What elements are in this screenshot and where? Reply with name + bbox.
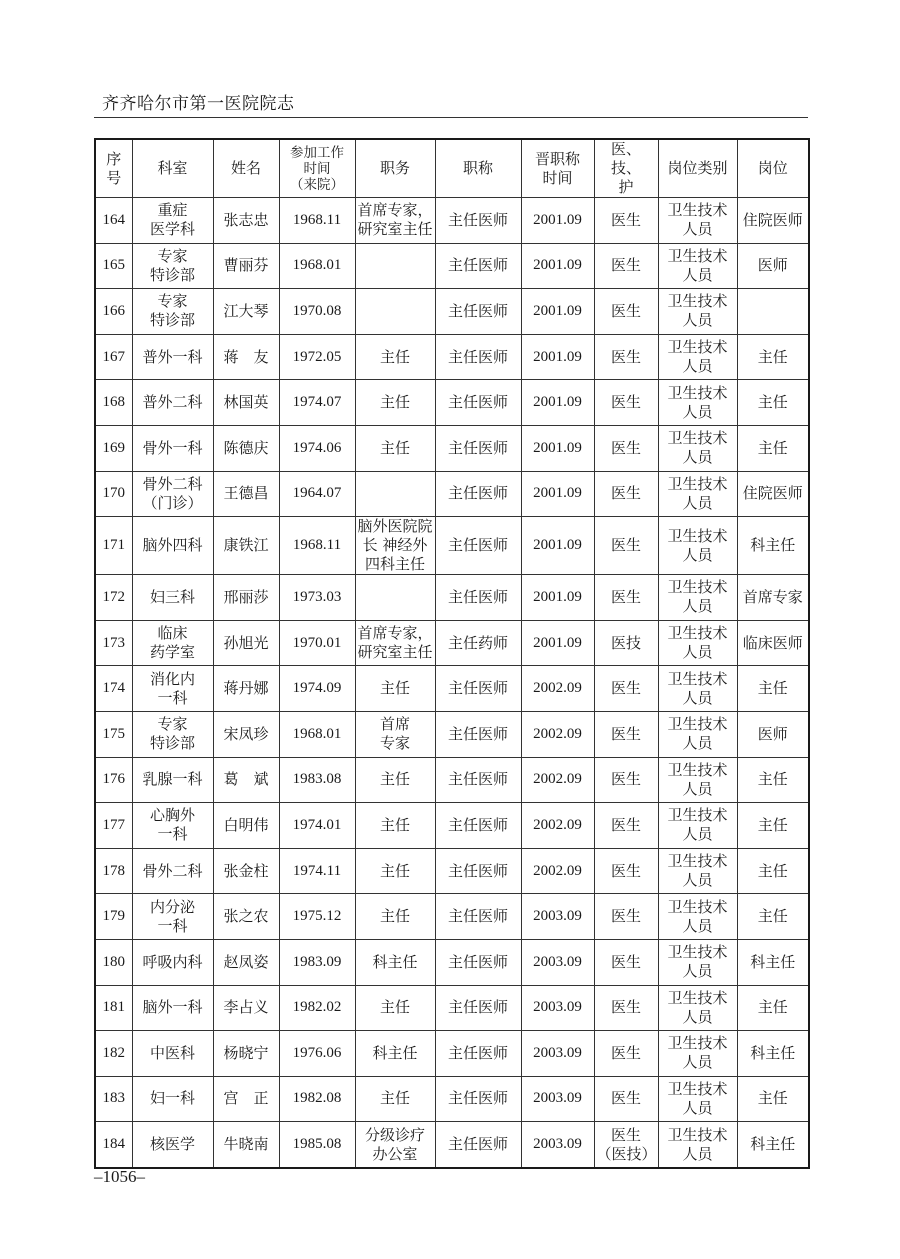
cell-title: 主任医师 (435, 1076, 521, 1122)
cell-dept: 普外一科 (132, 334, 213, 380)
cell-promo: 2001.09 (521, 471, 594, 517)
cell-no: 181 (95, 985, 132, 1031)
cell-promo: 2002.09 (521, 803, 594, 849)
cell-name: 康铁江 (213, 517, 279, 575)
cell-start: 1976.06 (279, 1031, 355, 1077)
cell-type: 医生 (594, 517, 658, 575)
cell-cat: 卫生技术 人员 (658, 198, 737, 244)
cell-duty (355, 289, 435, 335)
cell-start: 1972.05 (279, 334, 355, 380)
cell-duty: 首席专家， 研究室主任 (355, 620, 435, 666)
cell-start: 1974.07 (279, 380, 355, 426)
table-row (95, 803, 809, 849)
cell-name: 江大琴 (213, 289, 279, 335)
cell-cat: 卫生技术 人员 (658, 939, 737, 985)
cell-name: 孙旭光 (213, 620, 279, 666)
cell-title: 主任医师 (435, 985, 521, 1031)
cell-name: 宫 正 (213, 1076, 279, 1122)
cell-no: 176 (95, 757, 132, 803)
cell-cat: 卫生技术 人员 (658, 985, 737, 1031)
cell-name: 邢丽莎 (213, 575, 279, 621)
cell-no: 179 (95, 894, 132, 940)
cell-title: 主任医师 (435, 471, 521, 517)
cell-no: 164 (95, 198, 132, 244)
cell-title: 主任医师 (435, 198, 521, 244)
cell-type: 医生 (594, 1031, 658, 1077)
cell-cat: 卫生技术 人员 (658, 425, 737, 471)
cell-cat: 卫生技术 人员 (658, 848, 737, 894)
cell-duty: 主任 (355, 985, 435, 1031)
cell-name: 林国英 (213, 380, 279, 426)
cell-no: 166 (95, 289, 132, 335)
cell-title: 主任医师 (435, 848, 521, 894)
cell-start: 1974.06 (279, 425, 355, 471)
cell-dept: 乳腺一科 (132, 757, 213, 803)
cell-start: 1968.11 (279, 517, 355, 575)
cell-promo: 2001.09 (521, 620, 594, 666)
cell-start: 1964.07 (279, 471, 355, 517)
cell-name: 牛晓南 (213, 1122, 279, 1168)
cell-dept: 核医学 (132, 1122, 213, 1168)
table-row (95, 517, 809, 575)
cell-duty: 主任 (355, 380, 435, 426)
cell-post: 主任 (737, 985, 809, 1031)
cell-duty: 主任 (355, 666, 435, 712)
cell-cat: 卫生技术 人员 (658, 757, 737, 803)
cell-start: 1975.12 (279, 894, 355, 940)
table-row (95, 575, 809, 621)
cell-type: 医技 (594, 620, 658, 666)
header-cell-title: 职称 (435, 139, 521, 198)
cell-no: 170 (95, 471, 132, 517)
cell-duty: 脑外医院院 长 神经外 四科主任 (355, 517, 435, 575)
cell-no: 173 (95, 620, 132, 666)
cell-promo: 2003.09 (521, 1031, 594, 1077)
cell-post: 主任 (737, 1076, 809, 1122)
cell-type: 医生 (594, 471, 658, 517)
cell-title: 主任医师 (435, 1122, 521, 1168)
cell-no: 175 (95, 711, 132, 757)
cell-post: 住院医师 (737, 198, 809, 244)
table-row (95, 985, 809, 1031)
cell-no: 167 (95, 334, 132, 380)
cell-title: 主任医师 (435, 939, 521, 985)
table-row (95, 1031, 809, 1077)
table-row (95, 894, 809, 940)
cell-name: 李占义 (213, 985, 279, 1031)
cell-start: 1970.08 (279, 289, 355, 335)
cell-type: 医生 (594, 334, 658, 380)
cell-cat: 卫生技术 人员 (658, 620, 737, 666)
cell-name: 赵凤姿 (213, 939, 279, 985)
cell-duty: 主任 (355, 1076, 435, 1122)
cell-cat: 卫生技术 人员 (658, 1076, 737, 1122)
cell-type: 医生 (594, 575, 658, 621)
cell-dept: 脑外一科 (132, 985, 213, 1031)
cell-type: 医生 (594, 848, 658, 894)
running-head: 齐齐哈尔市第一医院院志 (102, 94, 295, 114)
cell-cat: 卫生技术 人员 (658, 517, 737, 575)
cell-name: 白明伟 (213, 803, 279, 849)
table-row (95, 380, 809, 426)
table-body (95, 198, 809, 1168)
cell-promo: 2003.09 (521, 1076, 594, 1122)
cell-name: 曹丽芬 (213, 243, 279, 289)
cell-name: 王德昌 (213, 471, 279, 517)
header-cell-type: 医、技、 护 (594, 139, 658, 198)
cell-dept: 呼吸内科 (132, 939, 213, 985)
table-row (95, 471, 809, 517)
cell-title: 主任医师 (435, 803, 521, 849)
cell-promo: 2002.09 (521, 666, 594, 712)
cell-dept: 重症 医学科 (132, 198, 213, 244)
page-number: –1056– (94, 1167, 145, 1186)
cell-start: 1968.11 (279, 198, 355, 244)
cell-no: 171 (95, 517, 132, 575)
staff-records-table (94, 138, 810, 1169)
cell-start: 1974.09 (279, 666, 355, 712)
cell-promo: 2003.09 (521, 985, 594, 1031)
table-row (95, 334, 809, 380)
cell-post: 科主任 (737, 1122, 809, 1168)
cell-start: 1985.08 (279, 1122, 355, 1168)
table-row (95, 425, 809, 471)
cell-post: 医师 (737, 243, 809, 289)
cell-post: 科主任 (737, 517, 809, 575)
cell-title: 主任医师 (435, 425, 521, 471)
cell-no: 178 (95, 848, 132, 894)
cell-post: 首席专家 (737, 575, 809, 621)
table-row (95, 289, 809, 335)
cell-dept: 妇三科 (132, 575, 213, 621)
cell-type: 医生 (594, 380, 658, 426)
header-rule (94, 117, 808, 118)
table-row (95, 848, 809, 894)
cell-post: 主任 (737, 425, 809, 471)
cell-promo: 2003.09 (521, 1122, 594, 1168)
cell-dept: 消化内 一科 (132, 666, 213, 712)
cell-promo: 2002.09 (521, 711, 594, 757)
table-row (95, 757, 809, 803)
cell-start: 1970.01 (279, 620, 355, 666)
cell-type: 医生 (594, 711, 658, 757)
cell-type: 医生 (594, 894, 658, 940)
cell-cat: 卫生技术 人员 (658, 666, 737, 712)
cell-post: 主任 (737, 894, 809, 940)
cell-cat: 卫生技术 人员 (658, 803, 737, 849)
cell-promo: 2001.09 (521, 289, 594, 335)
table-row (95, 620, 809, 666)
cell-name: 蒋丹娜 (213, 666, 279, 712)
cell-cat: 卫生技术 人员 (658, 711, 737, 757)
cell-duty: 首席专家， 研究室主任 (355, 198, 435, 244)
cell-dept: 专家 特诊部 (132, 243, 213, 289)
header-cell-dept: 科室 (132, 139, 213, 198)
cell-promo: 2002.09 (521, 757, 594, 803)
cell-start: 1974.01 (279, 803, 355, 849)
cell-name: 蒋 友 (213, 334, 279, 380)
cell-dept: 妇一科 (132, 1076, 213, 1122)
cell-promo: 2001.09 (521, 517, 594, 575)
cell-name: 陈德庆 (213, 425, 279, 471)
cell-duty: 主任 (355, 894, 435, 940)
cell-title: 主任医师 (435, 243, 521, 289)
table-row (95, 1076, 809, 1122)
cell-duty: 首席 专家 (355, 711, 435, 757)
cell-start: 1983.09 (279, 939, 355, 985)
cell-type: 医生 (594, 939, 658, 985)
table-row (95, 198, 809, 244)
cell-name: 葛 斌 (213, 757, 279, 803)
cell-name: 张之农 (213, 894, 279, 940)
cell-title: 主任药师 (435, 620, 521, 666)
cell-promo: 2001.09 (521, 380, 594, 426)
cell-type: 医生 (594, 666, 658, 712)
cell-title: 主任医师 (435, 380, 521, 426)
cell-cat: 卫生技术 人员 (658, 471, 737, 517)
cell-cat: 卫生技术 人员 (658, 894, 737, 940)
cell-duty (355, 243, 435, 289)
cell-dept: 内分泌 一科 (132, 894, 213, 940)
table-row (95, 939, 809, 985)
cell-cat: 卫生技术 人员 (658, 289, 737, 335)
cell-post: 主任 (737, 380, 809, 426)
cell-promo: 2001.09 (521, 575, 594, 621)
cell-start: 1974.11 (279, 848, 355, 894)
cell-post (737, 289, 809, 335)
cell-post: 住院医师 (737, 471, 809, 517)
cell-start: 1968.01 (279, 711, 355, 757)
header-cell-post: 岗位 (737, 139, 809, 198)
cell-cat: 卫生技术 人员 (658, 380, 737, 426)
cell-post: 科主任 (737, 1031, 809, 1077)
cell-duty (355, 575, 435, 621)
cell-duty: 科主任 (355, 1031, 435, 1077)
cell-duty: 主任 (355, 334, 435, 380)
cell-title: 主任医师 (435, 289, 521, 335)
cell-no: 184 (95, 1122, 132, 1168)
cell-start: 1983.08 (279, 757, 355, 803)
cell-post: 临床医师 (737, 620, 809, 666)
cell-title: 主任医师 (435, 575, 521, 621)
cell-type: 医生 (594, 803, 658, 849)
cell-name: 宋凤珍 (213, 711, 279, 757)
cell-cat: 卫生技术 人员 (658, 243, 737, 289)
cell-start: 1982.08 (279, 1076, 355, 1122)
cell-dept: 普外二科 (132, 380, 213, 426)
cell-dept: 骨外一科 (132, 425, 213, 471)
cell-dept: 专家 特诊部 (132, 711, 213, 757)
cell-type: 医生 （医技） (594, 1122, 658, 1168)
cell-duty: 分级诊疗 办公室 (355, 1122, 435, 1168)
cell-name: 杨晓宁 (213, 1031, 279, 1077)
cell-type: 医生 (594, 1076, 658, 1122)
cell-duty: 主任 (355, 848, 435, 894)
cell-start: 1973.03 (279, 575, 355, 621)
cell-dept: 脑外四科 (132, 517, 213, 575)
cell-promo: 2001.09 (521, 425, 594, 471)
table-header-row (95, 139, 809, 198)
cell-name: 张志忠 (213, 198, 279, 244)
cell-title: 主任医师 (435, 334, 521, 380)
header-cell-name: 姓名 (213, 139, 279, 198)
cell-dept: 心胸外 一科 (132, 803, 213, 849)
cell-type: 医生 (594, 198, 658, 244)
cell-no: 169 (95, 425, 132, 471)
cell-duty (355, 471, 435, 517)
header-cell-start: 参加工作 时间 （来院） (279, 139, 355, 198)
cell-dept: 中医科 (132, 1031, 213, 1077)
cell-type: 医生 (594, 243, 658, 289)
table-row (95, 711, 809, 757)
cell-promo: 2001.09 (521, 243, 594, 289)
cell-post: 科主任 (737, 939, 809, 985)
cell-title: 主任医师 (435, 517, 521, 575)
cell-post: 主任 (737, 757, 809, 803)
cell-duty: 科主任 (355, 939, 435, 985)
cell-title: 主任医师 (435, 666, 521, 712)
cell-type: 医生 (594, 985, 658, 1031)
cell-promo: 2003.09 (521, 894, 594, 940)
cell-start: 1982.02 (279, 985, 355, 1031)
table-row (95, 243, 809, 289)
cell-post: 主任 (737, 803, 809, 849)
cell-start: 1968.01 (279, 243, 355, 289)
cell-title: 主任医师 (435, 757, 521, 803)
cell-post: 主任 (737, 334, 809, 380)
cell-dept: 临床 药学室 (132, 620, 213, 666)
cell-dept: 骨外二科 (132, 848, 213, 894)
cell-no: 172 (95, 575, 132, 621)
header-cell-promo: 晋职称 时间 (521, 139, 594, 198)
header-cell-cat: 岗位类别 (658, 139, 737, 198)
cell-title: 主任医师 (435, 711, 521, 757)
cell-cat: 卫生技术 人员 (658, 575, 737, 621)
cell-promo: 2002.09 (521, 848, 594, 894)
cell-post: 医师 (737, 711, 809, 757)
header-cell-duty: 职务 (355, 139, 435, 198)
cell-no: 165 (95, 243, 132, 289)
cell-cat: 卫生技术 人员 (658, 1031, 737, 1077)
cell-no: 177 (95, 803, 132, 849)
cell-duty: 主任 (355, 757, 435, 803)
cell-type: 医生 (594, 289, 658, 335)
cell-cat: 卫生技术 人员 (658, 334, 737, 380)
cell-title: 主任医师 (435, 894, 521, 940)
cell-no: 180 (95, 939, 132, 985)
cell-promo: 2003.09 (521, 939, 594, 985)
cell-type: 医生 (594, 757, 658, 803)
cell-dept: 专家 特诊部 (132, 289, 213, 335)
cell-cat: 卫生技术 人员 (658, 1122, 737, 1168)
cell-promo: 2001.09 (521, 334, 594, 380)
cell-dept: 骨外二科 （门诊） (132, 471, 213, 517)
cell-duty: 主任 (355, 425, 435, 471)
cell-no: 182 (95, 1031, 132, 1077)
cell-no: 174 (95, 666, 132, 712)
cell-no: 183 (95, 1076, 132, 1122)
cell-promo: 2001.09 (521, 198, 594, 244)
cell-duty: 主任 (355, 803, 435, 849)
cell-title: 主任医师 (435, 1031, 521, 1077)
cell-post: 主任 (737, 666, 809, 712)
table-row (95, 666, 809, 712)
cell-type: 医生 (594, 425, 658, 471)
cell-post: 主任 (737, 848, 809, 894)
cell-name: 张金柱 (213, 848, 279, 894)
header-cell-no: 序 号 (95, 139, 132, 198)
cell-no: 168 (95, 380, 132, 426)
table-row (95, 1122, 809, 1168)
